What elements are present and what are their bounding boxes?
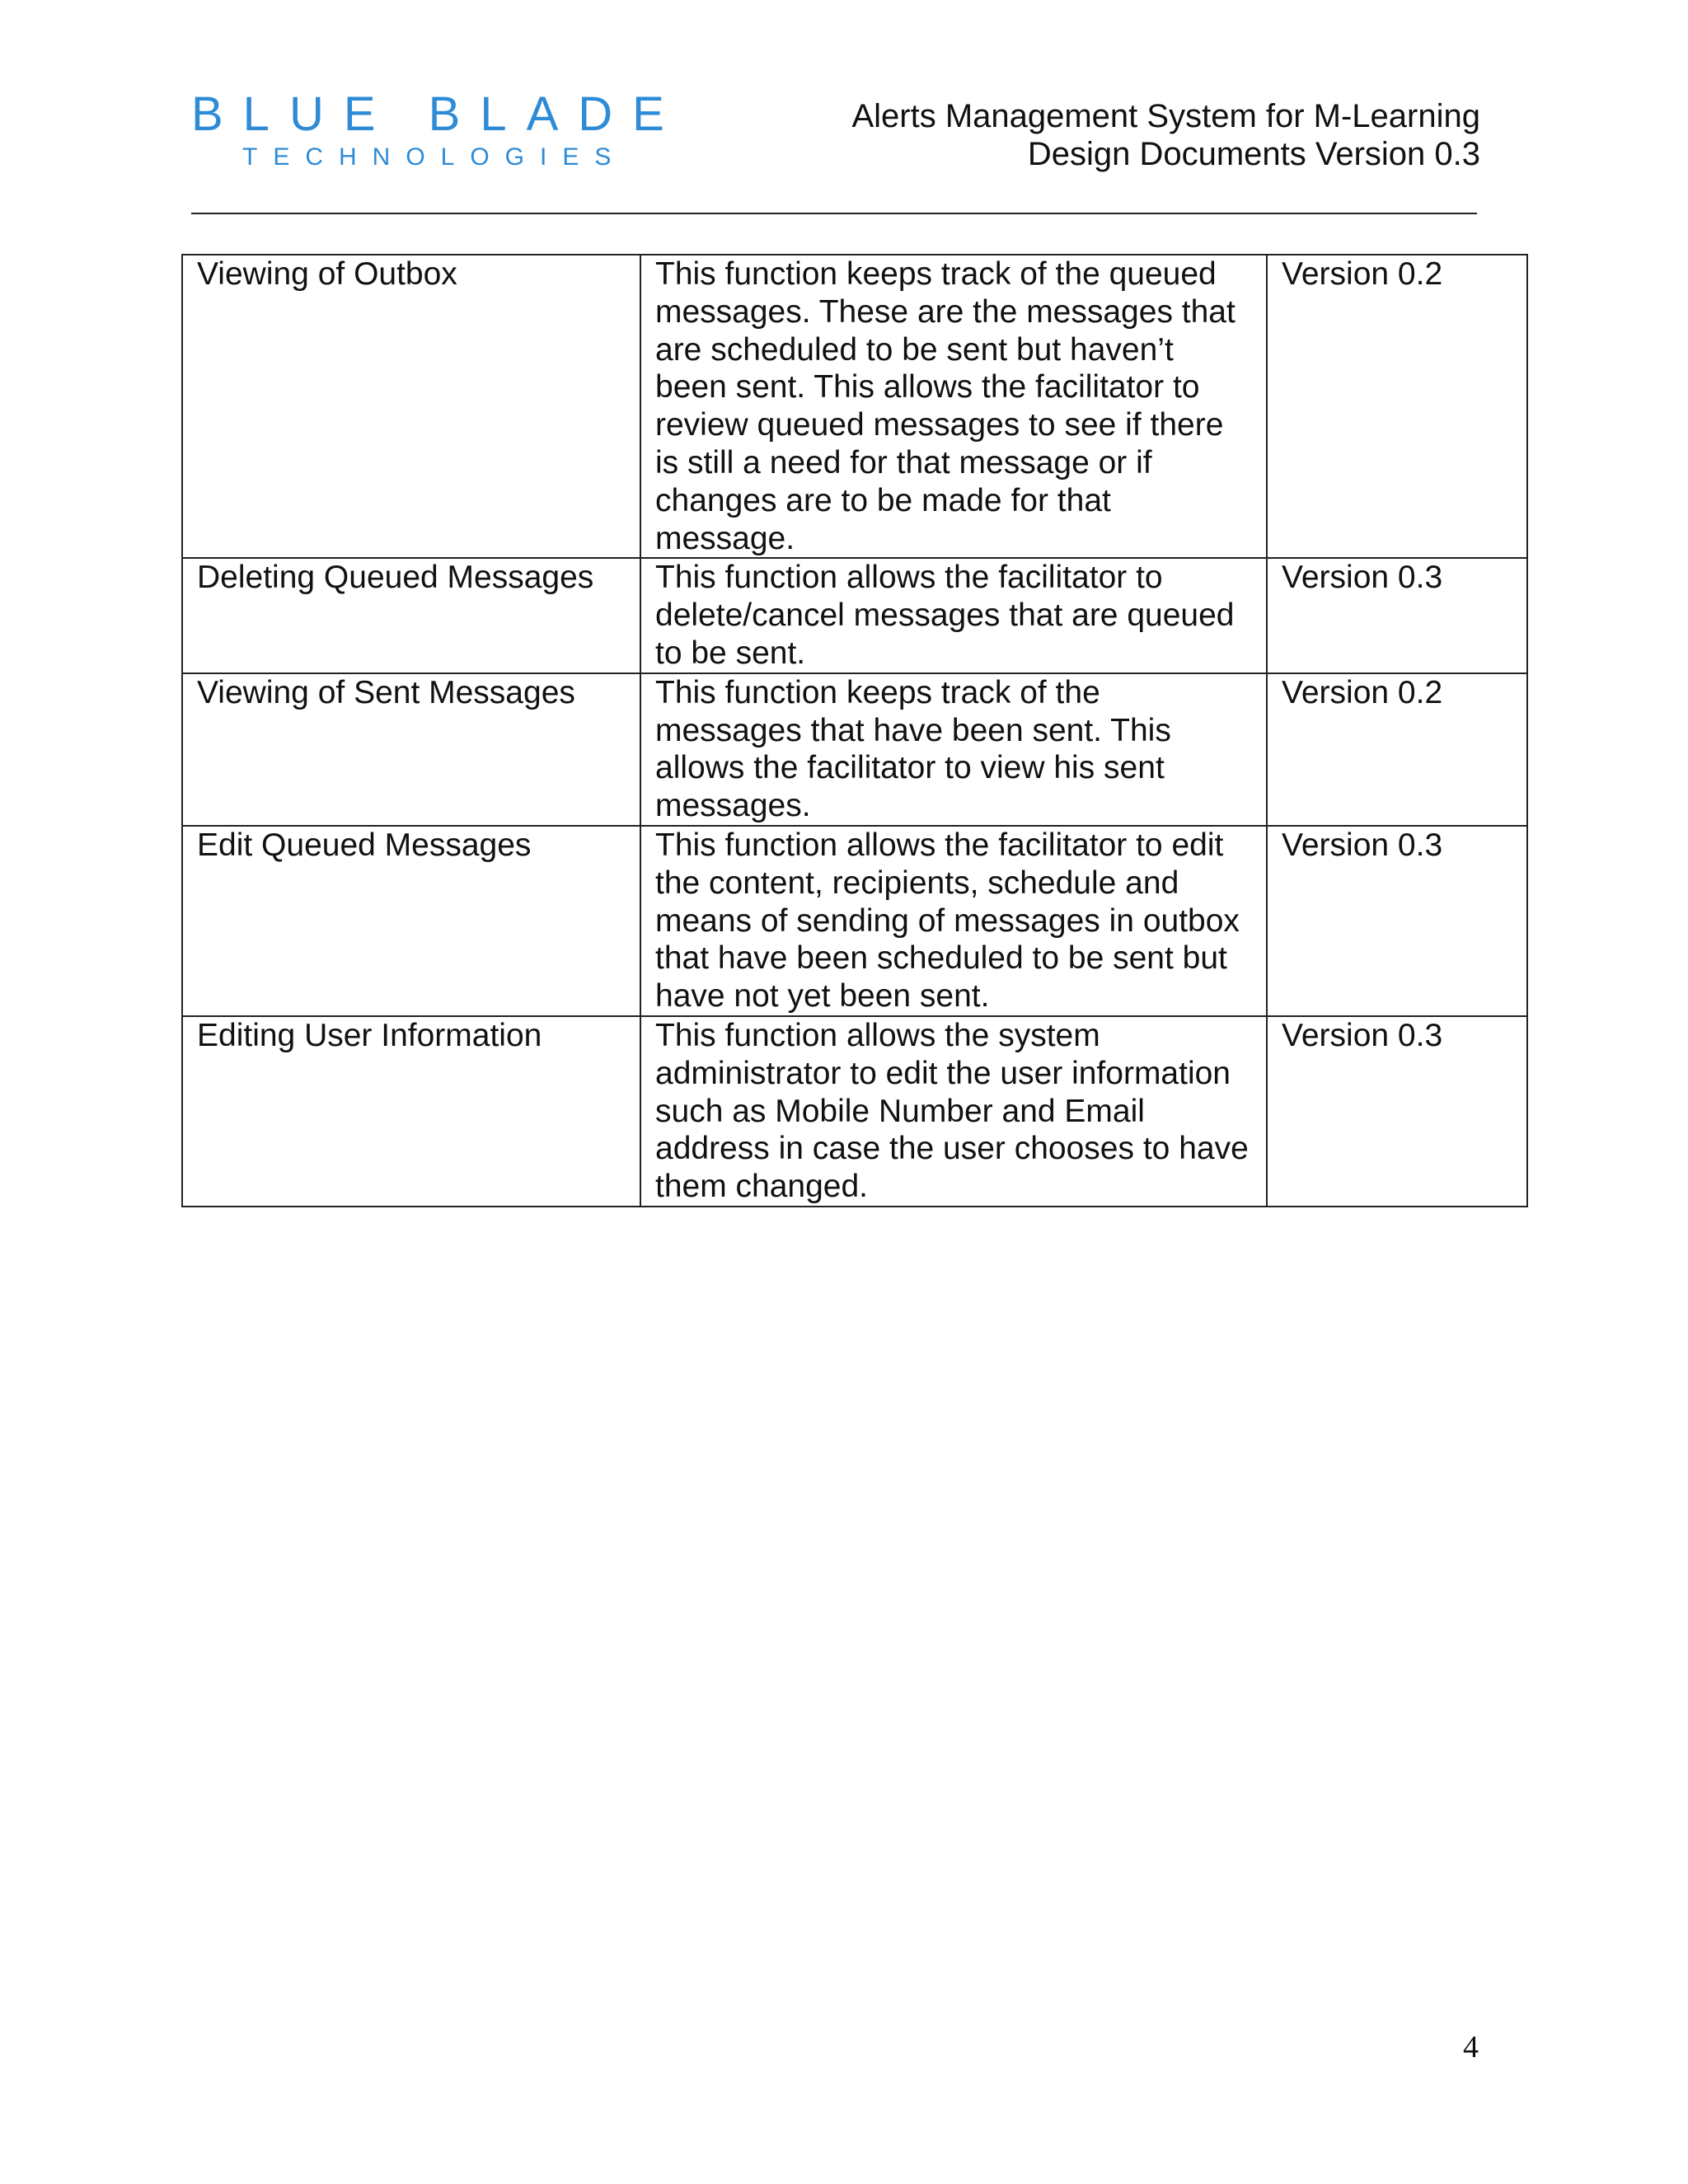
function-description-cell: This function keeps track of the messages that have been sent. This allows the facilitator to view his sent messages.: [640, 673, 1267, 826]
function-version-cell: Version 0.3: [1267, 558, 1527, 673]
header-title-line2: Design Documents Version 0.3: [1027, 136, 1480, 172]
table-row: [182, 826, 1527, 1016]
header-divider: [191, 213, 1477, 214]
function-name-cell: Edit Queued Messages: [182, 826, 640, 1016]
function-description-cell: This function allows the facilitator to edit the content, recipients, schedule and means of sending of messages in outbox that have been scheduled to be sent but have not yet been sent.: [640, 826, 1267, 1016]
table-row: [182, 673, 1527, 826]
logo-wordmark: BLUE BLADE: [191, 87, 684, 141]
function-version-cell: Version 0.2: [1267, 255, 1527, 558]
function-name-cell: Editing User Information: [182, 1016, 640, 1207]
company-logo: [191, 87, 684, 180]
function-description-cell: This function keeps track of the queued messages. These are the messages that are scheduled to be sent but haven’t been sent. This allows the facilitator to review queued messages to see if there is still a need for that message or if changes are to be made for that message.: [640, 255, 1267, 558]
function-description-cell: This function allows the system administrator to edit the user information such as Mobile Number and Email address in case the user chooses to have them changed.: [640, 1016, 1267, 1207]
page-number: 4: [1463, 2030, 1479, 2064]
table-row: [182, 255, 1527, 558]
function-version-cell: Version 0.2: [1267, 673, 1527, 826]
table-row: [182, 558, 1527, 673]
function-version-cell: Version 0.3: [1267, 826, 1527, 1016]
document-header-title: [851, 97, 1480, 173]
function-version-cell: Version 0.3: [1267, 1016, 1527, 1207]
table-row: [182, 1016, 1527, 1207]
header-title-line1: Alerts Management System for M-Learning: [851, 98, 1480, 134]
functions-table: [181, 254, 1528, 1207]
function-name-cell: Deleting Queued Messages: [182, 558, 640, 673]
function-name-cell: Viewing of Outbox: [182, 255, 640, 558]
function-name-cell: Viewing of Sent Messages: [182, 673, 640, 826]
logo-tagline: TECHNOLOGIES: [242, 143, 627, 171]
function-description-cell: This function allows the facilitator to delete/cancel messages that are queued to be sent.: [640, 558, 1267, 673]
